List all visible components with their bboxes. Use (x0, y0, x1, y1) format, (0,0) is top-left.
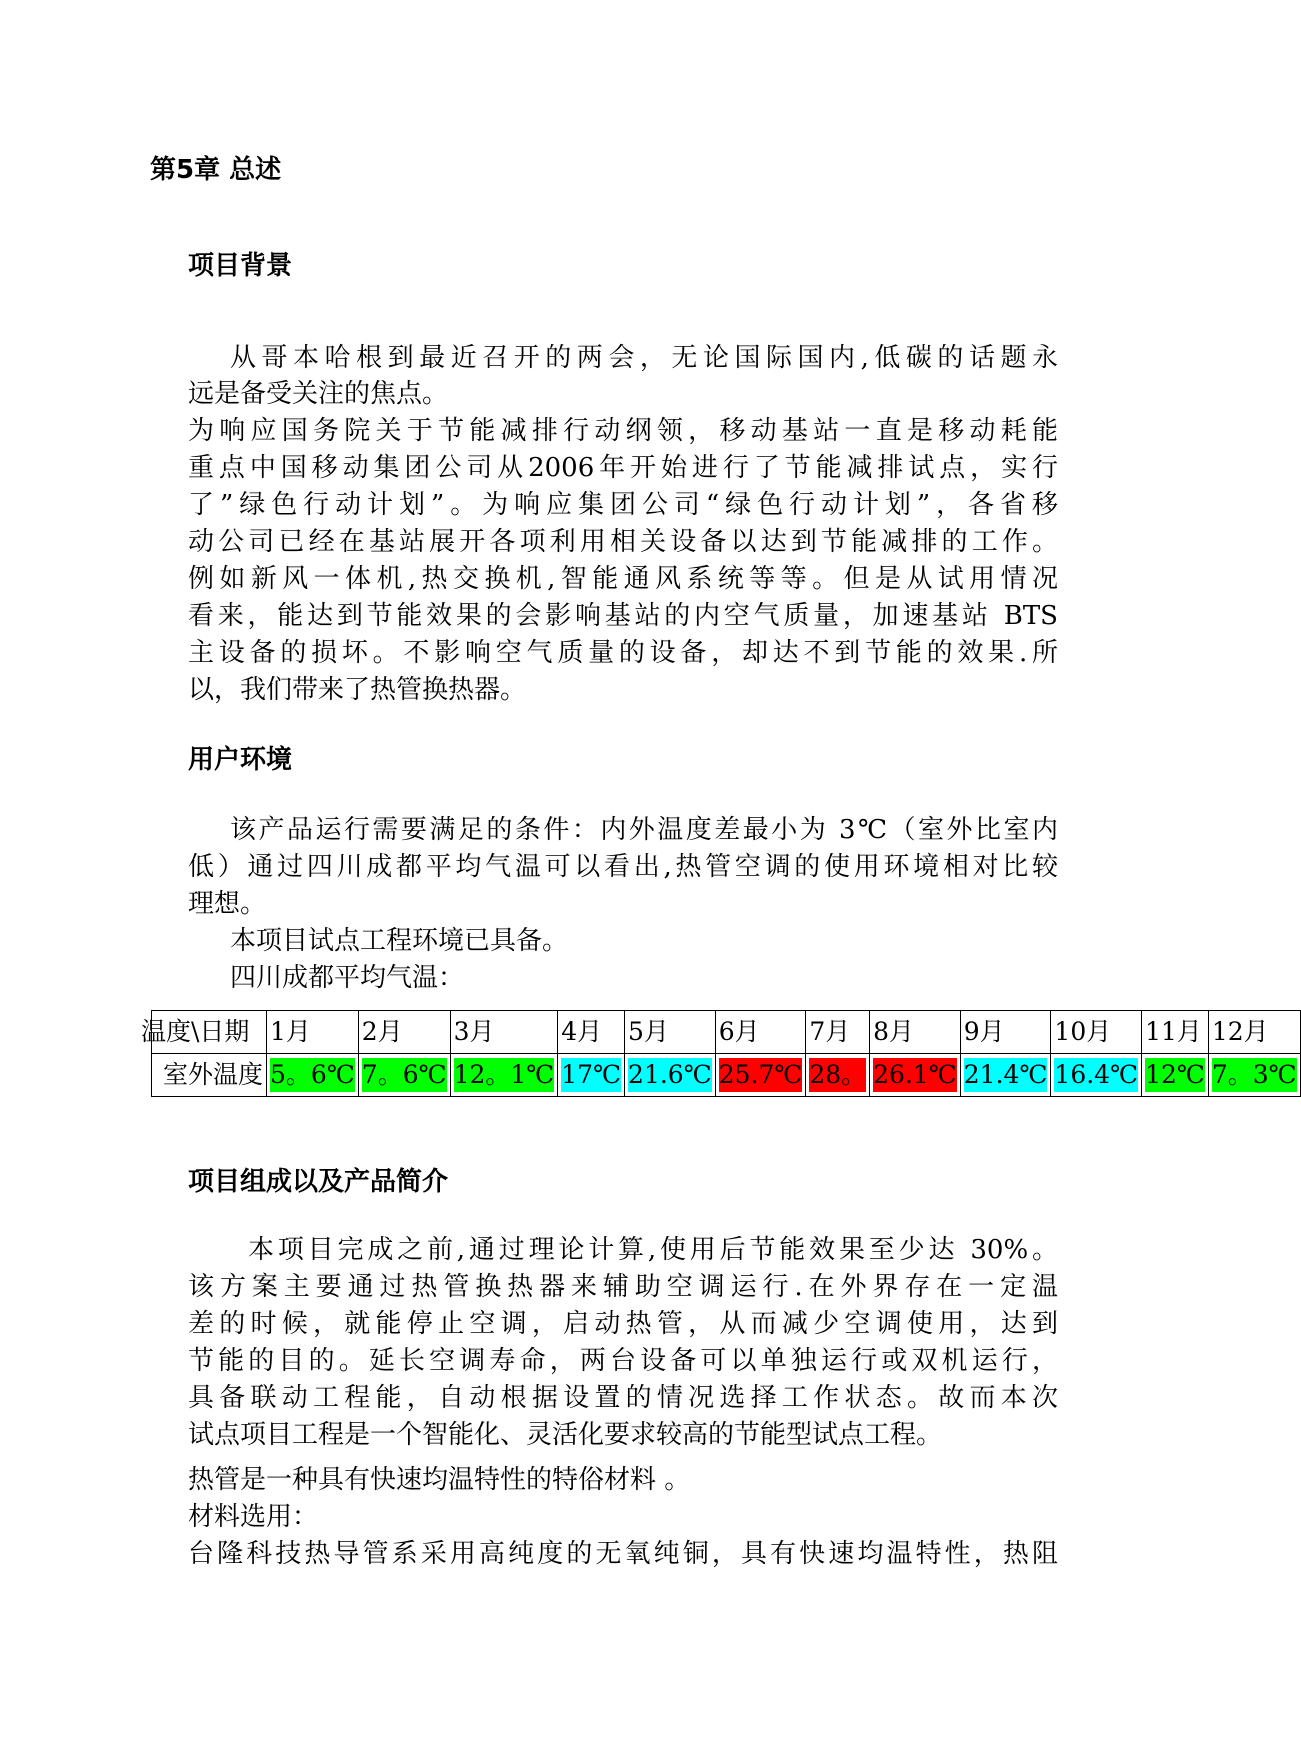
paragraph-line: 例如新风一体机,热交换机,智能通风系统等等。但是从试用情况 (188, 564, 1058, 594)
temperature-value-cell: 28。 (806, 1054, 870, 1097)
section-heading-composition: 项目组成以及产品简介 (188, 1167, 449, 1197)
month-cell: 1月 (267, 1011, 359, 1054)
month-cell: 4月 (558, 1011, 625, 1054)
paragraph-line: 差的时候，就能停止空调，启动热管，从而减少空调使用，达到 (188, 1309, 1058, 1339)
month-cell: 3月 (450, 1011, 558, 1054)
paragraph-line: 具备联动工程能，自动根据设置的情况选择工作状态。故而本次 (188, 1383, 1058, 1413)
temperature-value-cell: 12℃ (1142, 1054, 1209, 1097)
paragraph-line: 以，我们带来了热管换热器。 (188, 675, 527, 705)
row-label: 室外温度 (152, 1054, 267, 1097)
section-heading-background: 项目背景 (188, 251, 293, 281)
paragraph-line: 台隆科技热导管系采用高纯度的无氧纯铜，具有快速均温特性，热阻 (188, 1539, 1058, 1569)
paragraph-line: 远是备受关注的焦点。 (188, 379, 449, 409)
month-cell: 9月 (960, 1011, 1051, 1054)
paragraph-line: 该方案主要通过热管换热器来辅助空调运行.在外界存在一定温 (188, 1272, 1058, 1302)
month-cell: 12月 (1208, 1011, 1300, 1054)
temperature-value-cell: 26.1℃ (870, 1054, 961, 1097)
temperature-value-cell: 7。3℃ (1208, 1054, 1300, 1097)
month-cell: 5月 (625, 1011, 716, 1054)
paragraph-line: 了”绿色行动计划”。为响应集团公司“绿色行动计划”，各省移 (188, 490, 1058, 520)
temperature-value-cell: 16.4℃ (1051, 1054, 1142, 1097)
paragraph-line: 试点项目工程是一个智能化、灵活化要求较高的节能型试点工程。 (188, 1420, 943, 1450)
temperature-value-cell: 17℃ (558, 1054, 625, 1097)
paragraph-line: 本项目试点工程环境已具备。 (230, 926, 569, 956)
temperature-value-cell: 25.7℃ (715, 1054, 806, 1097)
paragraph-line: 低）通过四川成都平均气温可以看出,热管空调的使用环境相对比较 (188, 852, 1058, 882)
paragraph-line: 材料选用： (188, 1502, 319, 1532)
temperature-value-cell: 21.4℃ (960, 1054, 1051, 1097)
paragraph-line: 从哥本哈根到最近召开的两会，无论国际国内,低碳的话题永 (230, 343, 1058, 373)
paragraph-line: 主设备的损坏。不影响空气质量的设备，却达不到节能的效果.所 (188, 638, 1058, 668)
month-cell: 10月 (1051, 1011, 1142, 1054)
temperature-value-cell: 21.6℃ (625, 1054, 716, 1097)
paragraph-line: 重点中国移动集团公司从2006年开始进行了节能减排试点，实行 (188, 453, 1058, 483)
section-heading-environment: 用户环境 (188, 745, 293, 775)
paragraph-line: 理想。 (188, 889, 267, 919)
paragraph-line: 看来，能达到节能效果的会影响基站的内空气质量，加速基站 BTS (188, 601, 1058, 631)
paragraph-line: 热管是一种具有快速均温特性的特俗材料 。 (188, 1465, 691, 1495)
month-cell: 11月 (1142, 1011, 1209, 1054)
paragraph-line: 该产品运行需要满足的条件：内外温度差最小为 3℃（室外比室内 (230, 815, 1058, 845)
temperature-value-cell: 12。1℃ (450, 1054, 558, 1097)
paragraph-line: 本项目完成之前,通过理论计算,使用后节能效果至少达 30%。 (248, 1235, 1058, 1265)
paragraph-line: 动公司已经在基站展开各项利用相关设备以达到节能减排的工作。 (188, 527, 1058, 557)
month-cell: 7月 (806, 1011, 870, 1054)
paragraph-line: 节能的目的。延长空调寿命，两台设备可以单独运行或双机运行， (188, 1346, 1058, 1376)
temperature-value-cell: 7。6℃ (358, 1054, 450, 1097)
table-data-row (152, 1054, 1301, 1097)
chapter-title: 第5章 总述 (150, 155, 282, 185)
paragraph-line: 四川成都平均气温： (230, 963, 465, 993)
month-cell: 6月 (715, 1011, 806, 1054)
table-header-label: 温度\日期 (152, 1011, 267, 1054)
month-cell: 2月 (358, 1011, 450, 1054)
table-header-row (152, 1011, 1301, 1054)
temperature-value-cell: 5。6℃ (267, 1054, 359, 1097)
temperature-table (141, 1010, 1301, 1097)
paragraph-line: 为响应国务院关于节能减排行动纲领，移动基站一直是移动耗能 (188, 416, 1058, 446)
month-cell: 8月 (870, 1011, 961, 1054)
